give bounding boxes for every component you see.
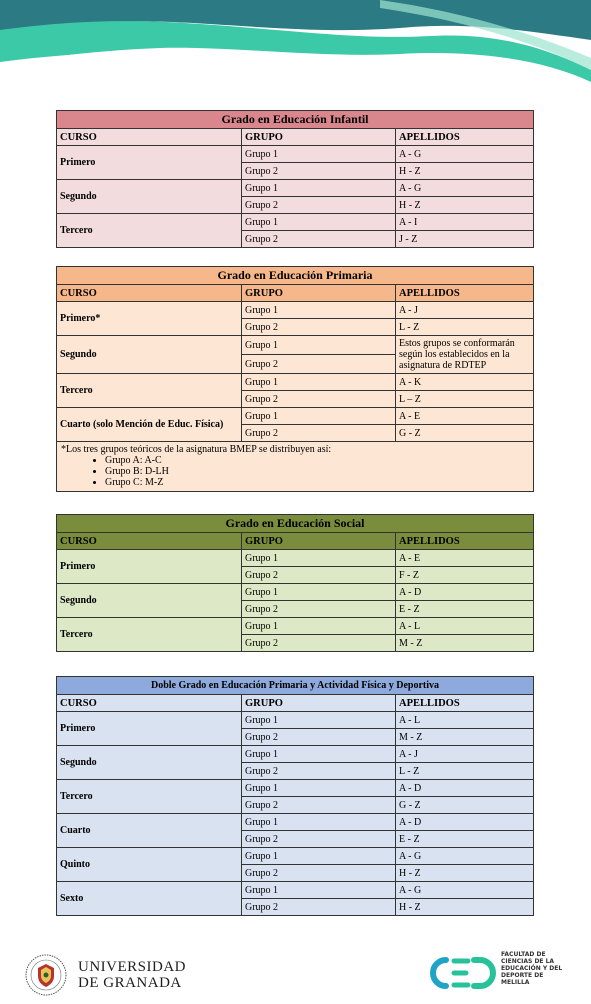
grupo-cell: Grupo 1 bbox=[242, 584, 396, 601]
column-header-curso: CURSO bbox=[57, 285, 242, 302]
grupo-cell: Grupo 2 bbox=[242, 231, 396, 248]
table-title: Doble Grado en Educación Primaria y Actividad Física y Deportiva bbox=[57, 677, 534, 695]
header-wave-decoration bbox=[0, 0, 591, 100]
table-doble bbox=[56, 676, 533, 916]
grupo-cell: Grupo 1 bbox=[242, 814, 396, 831]
apellidos-cell: A - G bbox=[396, 146, 534, 163]
apellidos-cell: A - G bbox=[396, 180, 534, 197]
apellidos-cell: J - Z bbox=[396, 231, 534, 248]
ugr-line-1: UNIVERSIDAD bbox=[78, 959, 186, 975]
grupo-cell: Grupo 2 bbox=[242, 601, 396, 618]
table-infantil bbox=[56, 110, 533, 248]
apellidos-cell: A - E bbox=[396, 550, 534, 567]
column-header-apellidos: APELLIDOS bbox=[396, 129, 534, 146]
table-row bbox=[57, 550, 534, 567]
column-header-curso: CURSO bbox=[57, 129, 242, 146]
ced-logo-icon bbox=[430, 956, 496, 990]
apellidos-cell: M - Z bbox=[396, 635, 534, 652]
curso-cell: Tercero bbox=[57, 214, 242, 248]
grupo-cell: Grupo 1 bbox=[242, 848, 396, 865]
ced-wordmark bbox=[501, 951, 562, 986]
note-list bbox=[61, 455, 529, 488]
curso-cell: Primero bbox=[57, 146, 242, 180]
apellidos-cell: A - D bbox=[396, 584, 534, 601]
apellidos-cell: H - Z bbox=[396, 163, 534, 180]
apellidos-cell: A - L bbox=[396, 618, 534, 635]
grupo-cell: Grupo 1 bbox=[242, 302, 396, 319]
table-row bbox=[57, 302, 534, 319]
column-header-apellidos: APELLIDOS bbox=[396, 695, 534, 712]
grupo-cell: Grupo 1 bbox=[242, 882, 396, 899]
curso-cell: Cuarto bbox=[57, 814, 242, 848]
apellidos-cell: H - Z bbox=[396, 899, 534, 916]
grupo-cell: Grupo 2 bbox=[242, 391, 396, 408]
curso-cell: Tercero bbox=[57, 374, 242, 408]
table-row bbox=[57, 214, 534, 231]
table-row bbox=[57, 814, 534, 831]
column-header-apellidos: APELLIDOS bbox=[396, 285, 534, 302]
ced-line-3: EDUCACIÓN Y DEL bbox=[501, 965, 563, 972]
apellidos-cell: A - E bbox=[396, 408, 534, 425]
apellidos-cell: A - D bbox=[396, 780, 534, 797]
column-header-grupo: GRUPO bbox=[242, 285, 396, 302]
grupo-cell: Grupo 2 bbox=[242, 319, 396, 336]
grupo-cell: Grupo 2 bbox=[242, 163, 396, 180]
apellidos-cell: A - D bbox=[396, 814, 534, 831]
table-row bbox=[57, 746, 534, 763]
grupo-cell: Grupo 1 bbox=[242, 712, 396, 729]
grupo-cell: Grupo 2 bbox=[242, 197, 396, 214]
note-list-item: • Grupo C: M-Z bbox=[105, 477, 529, 488]
curso-cell: Segundo bbox=[57, 584, 242, 618]
table-note bbox=[57, 442, 534, 492]
table-row bbox=[57, 146, 534, 163]
apellidos-cell: A - I bbox=[396, 214, 534, 231]
column-header-grupo: GRUPO bbox=[242, 533, 396, 550]
curso-cell: Segundo bbox=[57, 180, 242, 214]
table-title: Grado en Educación Infantil bbox=[57, 111, 534, 129]
note-text: *Los tres grupos teóricos de la asignatura BMEP se distribuyen así: bbox=[61, 444, 332, 455]
table-row bbox=[57, 848, 534, 865]
column-header-curso: CURSO bbox=[57, 695, 242, 712]
table-row bbox=[57, 712, 534, 729]
curso-cell: Sexto bbox=[57, 882, 242, 916]
apellidos-cell: L - Z bbox=[396, 319, 534, 336]
grupo-cell: Grupo 2 bbox=[242, 831, 396, 848]
footer bbox=[0, 940, 591, 1004]
grupo-cell: Grupo 2 bbox=[242, 635, 396, 652]
curso-cell: Tercero bbox=[57, 618, 242, 652]
apellidos-cell: M - Z bbox=[396, 729, 534, 746]
table-primaria bbox=[56, 266, 533, 492]
ced-line-4: DEPORTE DE bbox=[501, 972, 544, 979]
column-header-apellidos: APELLIDOS bbox=[396, 533, 534, 550]
grupo-cell: Grupo 2 bbox=[242, 355, 396, 374]
ced-line-2: CIENCIAS DE LA bbox=[501, 958, 555, 965]
apellidos-cell: A - G bbox=[396, 882, 534, 899]
curso-cell: Segundo bbox=[57, 336, 242, 374]
apellidos-cell: A - J bbox=[396, 302, 534, 319]
grupo-cell: Grupo 2 bbox=[242, 425, 396, 442]
grupo-cell: Grupo 1 bbox=[242, 336, 396, 355]
apellidos-cell: G - Z bbox=[396, 425, 534, 442]
table-row bbox=[57, 336, 534, 355]
table-row bbox=[57, 618, 534, 635]
apellidos-cell: A - G bbox=[396, 848, 534, 865]
grupo-cell: Grupo 2 bbox=[242, 797, 396, 814]
curso-cell: Segundo bbox=[57, 746, 242, 780]
grupo-cell: Grupo 1 bbox=[242, 408, 396, 425]
curso-cell: Primero bbox=[57, 712, 242, 746]
table-row bbox=[57, 408, 534, 425]
apellidos-cell: A - L bbox=[396, 712, 534, 729]
grupo-cell: Grupo 2 bbox=[242, 865, 396, 882]
column-header-grupo: GRUPO bbox=[242, 695, 396, 712]
note-list-item: • Grupo B: D-LH bbox=[105, 466, 529, 477]
apellidos-cell: A - K bbox=[396, 374, 534, 391]
table-title: Grado en Educación Social bbox=[57, 515, 534, 533]
table-row bbox=[57, 584, 534, 601]
ugr-seal-icon bbox=[25, 954, 67, 996]
apellidos-cell: L - Z bbox=[396, 763, 534, 780]
grupo-cell: Grupo 1 bbox=[242, 746, 396, 763]
table-row bbox=[57, 780, 534, 797]
grupo-cell: Grupo 2 bbox=[242, 567, 396, 584]
apellidos-cell: A - J bbox=[396, 746, 534, 763]
apellidos-cell: L – Z bbox=[396, 391, 534, 408]
table-title: Grado en Educación Primaria bbox=[57, 267, 534, 285]
curso-cell: Tercero bbox=[57, 780, 242, 814]
curso-cell: Primero* bbox=[57, 302, 242, 336]
apellidos-cell: H - Z bbox=[396, 197, 534, 214]
ced-line-5: MELILLA bbox=[501, 979, 530, 986]
table-row bbox=[57, 180, 534, 197]
grupo-cell: Grupo 1 bbox=[242, 374, 396, 391]
apellidos-cell: F - Z bbox=[396, 567, 534, 584]
ugr-wordmark bbox=[78, 959, 186, 991]
note-list-item: • Grupo A: A-C bbox=[105, 455, 529, 466]
grupo-cell: Grupo 1 bbox=[242, 618, 396, 635]
apellidos-cell: E - Z bbox=[396, 601, 534, 618]
curso-cell: Primero bbox=[57, 550, 242, 584]
curso-cell: Quinto bbox=[57, 848, 242, 882]
curso-cell: Cuarto (solo Mención de Educ. Física) bbox=[57, 408, 242, 442]
column-header-grupo: GRUPO bbox=[242, 129, 396, 146]
grupo-cell: Grupo 2 bbox=[242, 763, 396, 780]
table-row bbox=[57, 882, 534, 899]
apellidos-merged-cell: Estos grupos se conformarán según los establecidos en la asignatura de RDTEP bbox=[396, 336, 534, 374]
apellidos-cell: G - Z bbox=[396, 797, 534, 814]
grupo-cell: Grupo 1 bbox=[242, 780, 396, 797]
grupo-cell: Grupo 1 bbox=[242, 180, 396, 197]
grupo-cell: Grupo 2 bbox=[242, 899, 396, 916]
ugr-line-2: DE GRANADA bbox=[78, 975, 182, 991]
table-social bbox=[56, 514, 533, 652]
grupo-cell: Grupo 1 bbox=[242, 550, 396, 567]
ced-line-1: FACULTAD DE bbox=[501, 951, 546, 958]
grupo-cell: Grupo 2 bbox=[242, 729, 396, 746]
apellidos-cell: E - Z bbox=[396, 831, 534, 848]
grupo-cell: Grupo 1 bbox=[242, 214, 396, 231]
table-row bbox=[57, 374, 534, 391]
apellidos-cell: H - Z bbox=[396, 865, 534, 882]
column-header-curso: CURSO bbox=[57, 533, 242, 550]
grupo-cell: Grupo 1 bbox=[242, 146, 396, 163]
